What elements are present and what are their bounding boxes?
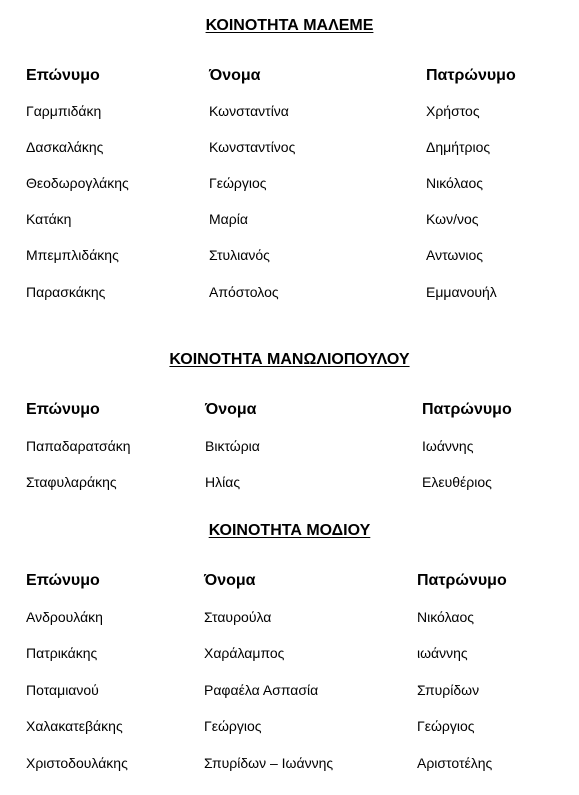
column-header-name: Όνομα [204,572,256,589]
table-cell-name: Γεώργιος [204,718,262,734]
table-cell-father-name: Νικόλαος [417,609,474,625]
column-header-name: Όνομα [209,67,261,84]
table-cell-surname: Θεοδωρογλάκης [26,175,129,191]
table-cell-surname: Μπεμπλιδάκης [26,247,119,263]
table-cell-surname: Ποταμιανού [26,682,99,698]
table-cell-name: Στυλιανός [209,247,270,263]
column-header-surname: Επώνυμο [26,67,100,84]
table-cell-father-name: Ιωάννης [422,438,474,454]
table-cell-surname: Παπαδαρατσάκη [26,438,131,454]
table-cell-name: Απόστολος [209,284,279,300]
table-cell-surname: Χριστοδουλάκης [26,755,128,771]
table-cell-name: Κωνσταντίνα [209,103,289,119]
table-cell-surname: Χαλακατεβάκης [26,718,123,734]
section-title-text: ΚΟΙΝΟΤΗΤΑ ΜΑΛΕΜΕ [205,17,374,34]
column-header-name: Όνομα [205,401,257,418]
table-cell-name: Κωνσταντίνος [209,139,296,155]
table-cell-name: Βικτώρια [205,438,260,454]
table-cell-surname: Παρασκάκης [26,284,106,300]
table-cell-father-name: Νικόλαος [426,175,483,191]
table-cell-father-name: Κων/νος [426,211,479,227]
table-cell-father-name: Αριστοτέλης [417,755,493,771]
table-cell-name: Γεώργιος [209,175,267,191]
table-cell-name: Σταυρούλα [204,609,272,625]
table-cell-father-name: Ελευθέριος [422,474,492,490]
table-cell-father-name: Σπυρίδων [417,682,480,698]
table-cell-surname: Σταφυλαράκης [26,474,117,490]
table-cell-name: Χαράλαμπος [204,645,285,661]
table-cell-name: Μαρία [209,211,248,227]
table-cell-father-name: Χρήστος [426,103,480,119]
column-header-surname: Επώνυμο [26,401,100,418]
table-cell-name: Ραφαέλα Ασπασία [204,682,319,698]
section-title-text: ΚΟΙΝΟΤΗΤΑ ΜΟΔΙΟΥ [208,522,371,539]
table-cell-surname: Γαρμπιδάκη [26,103,102,119]
section-title-text: ΚΟΙΝΟΤΗΤΑ ΜΑΝΩΛΙΟΠΟΥΛΟΥ [169,351,410,368]
table-cell-surname: Πατρικάκης [26,645,98,661]
table-cell-father-name: Δημήτριος [426,139,491,155]
table-cell-father-name: Γεώργιος [417,718,475,734]
section-title-malem [0,16,579,36]
table-cell-father-name: ιωάννης [417,645,468,661]
table-cell-name: Ηλίας [205,474,241,490]
column-header-father-name: Πατρώνυμο [417,572,507,589]
column-header-father-name: Πατρώνυμο [422,401,512,418]
section-title-manoliopoulou [0,350,579,370]
table-cell-surname: Δασκαλάκης [26,139,104,155]
section-title-modiou [0,521,579,541]
table-cell-father-name: Αντωνιος [426,247,483,263]
table-cell-surname: Κατάκη [26,211,72,227]
column-header-father-name: Πατρώνυμο [426,67,516,84]
table-cell-name: Σπυρίδων – Ιωάννης [204,755,334,771]
table-cell-father-name: Εμμανουήλ [426,284,497,300]
table-cell-surname: Ανδρουλάκη [26,609,103,625]
column-header-surname: Επώνυμο [26,572,100,589]
